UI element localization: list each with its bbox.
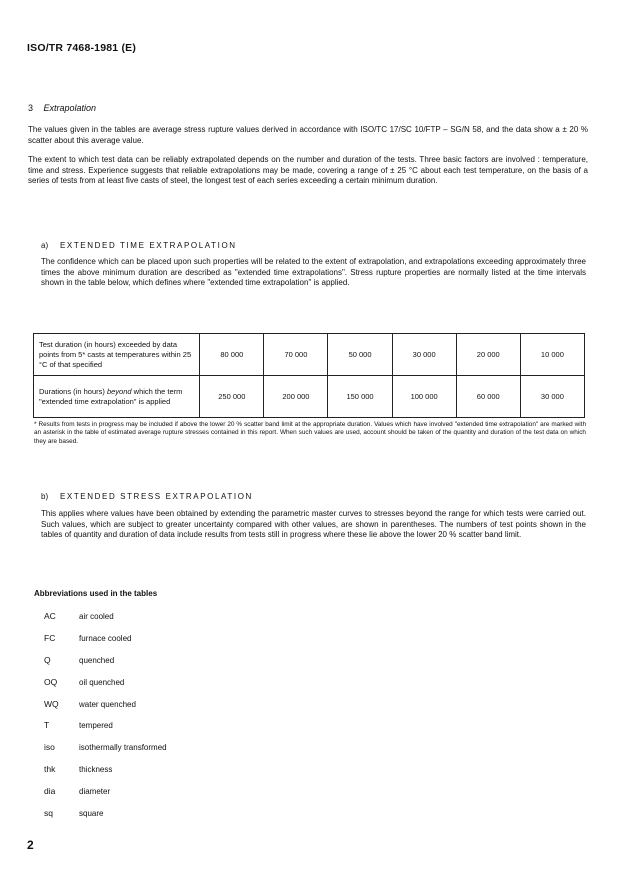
subsection-b-label: b) xyxy=(41,492,49,501)
row2-label-pre: Durations (in hours) xyxy=(39,386,107,396)
subsection-a-heading xyxy=(41,241,237,250)
list-item xyxy=(44,677,344,687)
abbreviations-title: Abbreviations used in the tables xyxy=(34,589,158,598)
row2-label-emphasis: beyond xyxy=(106,386,132,396)
row2-label xyxy=(34,376,200,418)
table-cell: 50 000 xyxy=(328,334,392,376)
subsection-a-paragraph: The confidence which can be placed upon such properties will be related to the extent of extrapolation, and extrapolations exceeding approximately three times the above minimum duration are described as "extended time extrapolations". Stress rupture properties are normally listed at the time intervals shown in the table below, which defines where "extended time extrapolation" is applied. xyxy=(41,257,586,288)
intro-paragraph: The values given in the tables are average stress rupture values derived in accordance with ISO/TC 17/SC 10/FTP – SG/N 58, and the data show a ± 20 % scatter about this average value. xyxy=(28,125,588,145)
abbr-meaning: air cooled xyxy=(79,612,114,621)
list-item xyxy=(44,808,344,818)
table-cell: 70 000 xyxy=(264,334,328,376)
abbr-code: OQ xyxy=(44,677,58,687)
subsection-a-title: EXTENDED TIME EXTRAPOLATION xyxy=(59,241,237,250)
subsection-b-title: EXTENDED STRESS EXTRAPOLATION xyxy=(59,492,253,501)
table-footnote: * Results from tests in progress may be included if above the lower 20 % scatter band limit at the appropriate duration. Values which have involved "extended time extrapolation" are marked with an asterisk in the table of estimated average rupture stresses contained in this report. When such values are used, account should be taken of the quantity and duration of the test data on which they are based. xyxy=(34,421,586,445)
list-item xyxy=(44,611,344,621)
abbr-code: WQ xyxy=(44,699,59,709)
abbr-code: thk xyxy=(44,764,56,774)
abbr-meaning: quenched xyxy=(79,656,115,665)
abbr-code: T xyxy=(44,720,50,730)
abbr-code: FC xyxy=(44,633,56,643)
page-number: 2 xyxy=(27,838,34,852)
abbr-meaning: diameter xyxy=(79,787,111,796)
table-cell: 150 000 xyxy=(328,376,392,418)
document-header: ISO/TR 7468-1981 (E) xyxy=(27,42,137,54)
table-row xyxy=(34,334,585,376)
list-item xyxy=(44,720,344,730)
table-cell: 30 000 xyxy=(392,334,456,376)
abbr-code: iso xyxy=(44,742,55,752)
abbr-code: Q xyxy=(44,655,51,665)
abbr-meaning: thickness xyxy=(79,765,113,774)
abbr-meaning: tempered xyxy=(79,721,113,730)
abbr-meaning: water quenched xyxy=(79,700,136,709)
table-cell: 200 000 xyxy=(264,376,328,418)
subsection-b-paragraph: This applies where values have been obtained by extending the parametric master curves to stresses beyond the range for which tests were carried out. Such values, which are subject to greater uncertainty compared with other values, are shown in parentheses. The numbers of test points shown in the tables of quantity and duration of data include results from tests still in progress where these lie above the lower 20 % scatter band limit. xyxy=(41,509,586,540)
table-cell: 100 000 xyxy=(392,376,456,418)
section-heading xyxy=(28,103,96,113)
row2-label-post: which the term "extended time extrapolation" is applied xyxy=(39,386,183,406)
section-number: 3 xyxy=(28,103,34,113)
abbr-code: sq xyxy=(44,808,53,818)
table-cell: 250 000 xyxy=(200,376,264,418)
extent-paragraph: The extent to which test data can be reliably extrapolated depends on the number and duration of the tests. Three basic factors are involved : temperature, time and stress. Experience suggests that reliable extrapolations may be made, covering a range of ± 25 °C about each test temperature, on the basis of a series of tests from at least five casts of steel, the longest test of each series exceeding a certain minimum duration. xyxy=(28,155,588,186)
list-item xyxy=(44,786,344,796)
row1-label: Test duration (in hours) exceeded by data points from 5* casts at temperatures within 25 °C of that specified xyxy=(34,334,200,376)
abbr-code: dia xyxy=(44,786,56,796)
abbr-code: AC xyxy=(44,611,56,621)
table-cell: 20 000 xyxy=(456,334,520,376)
subsection-b-heading xyxy=(41,492,253,501)
list-item xyxy=(44,655,344,665)
abbr-meaning: oil quenched xyxy=(79,678,125,687)
list-item xyxy=(44,633,344,643)
abbr-meaning: square xyxy=(79,809,104,818)
table-cell: 60 000 xyxy=(456,376,520,418)
table-cell: 30 000 xyxy=(520,376,584,418)
list-item xyxy=(44,699,344,709)
section-title: Extrapolation xyxy=(43,103,97,113)
table-cell: 80 000 xyxy=(200,334,264,376)
table-row xyxy=(34,376,585,418)
list-item xyxy=(44,742,344,752)
extrapolation-table xyxy=(33,333,585,418)
subsection-a-label: a) xyxy=(41,241,49,250)
list-item xyxy=(44,764,344,774)
abbr-meaning: isothermally transformed xyxy=(79,743,167,752)
abbr-meaning: furnace cooled xyxy=(79,634,132,643)
table-cell: 10 000 xyxy=(520,334,584,376)
